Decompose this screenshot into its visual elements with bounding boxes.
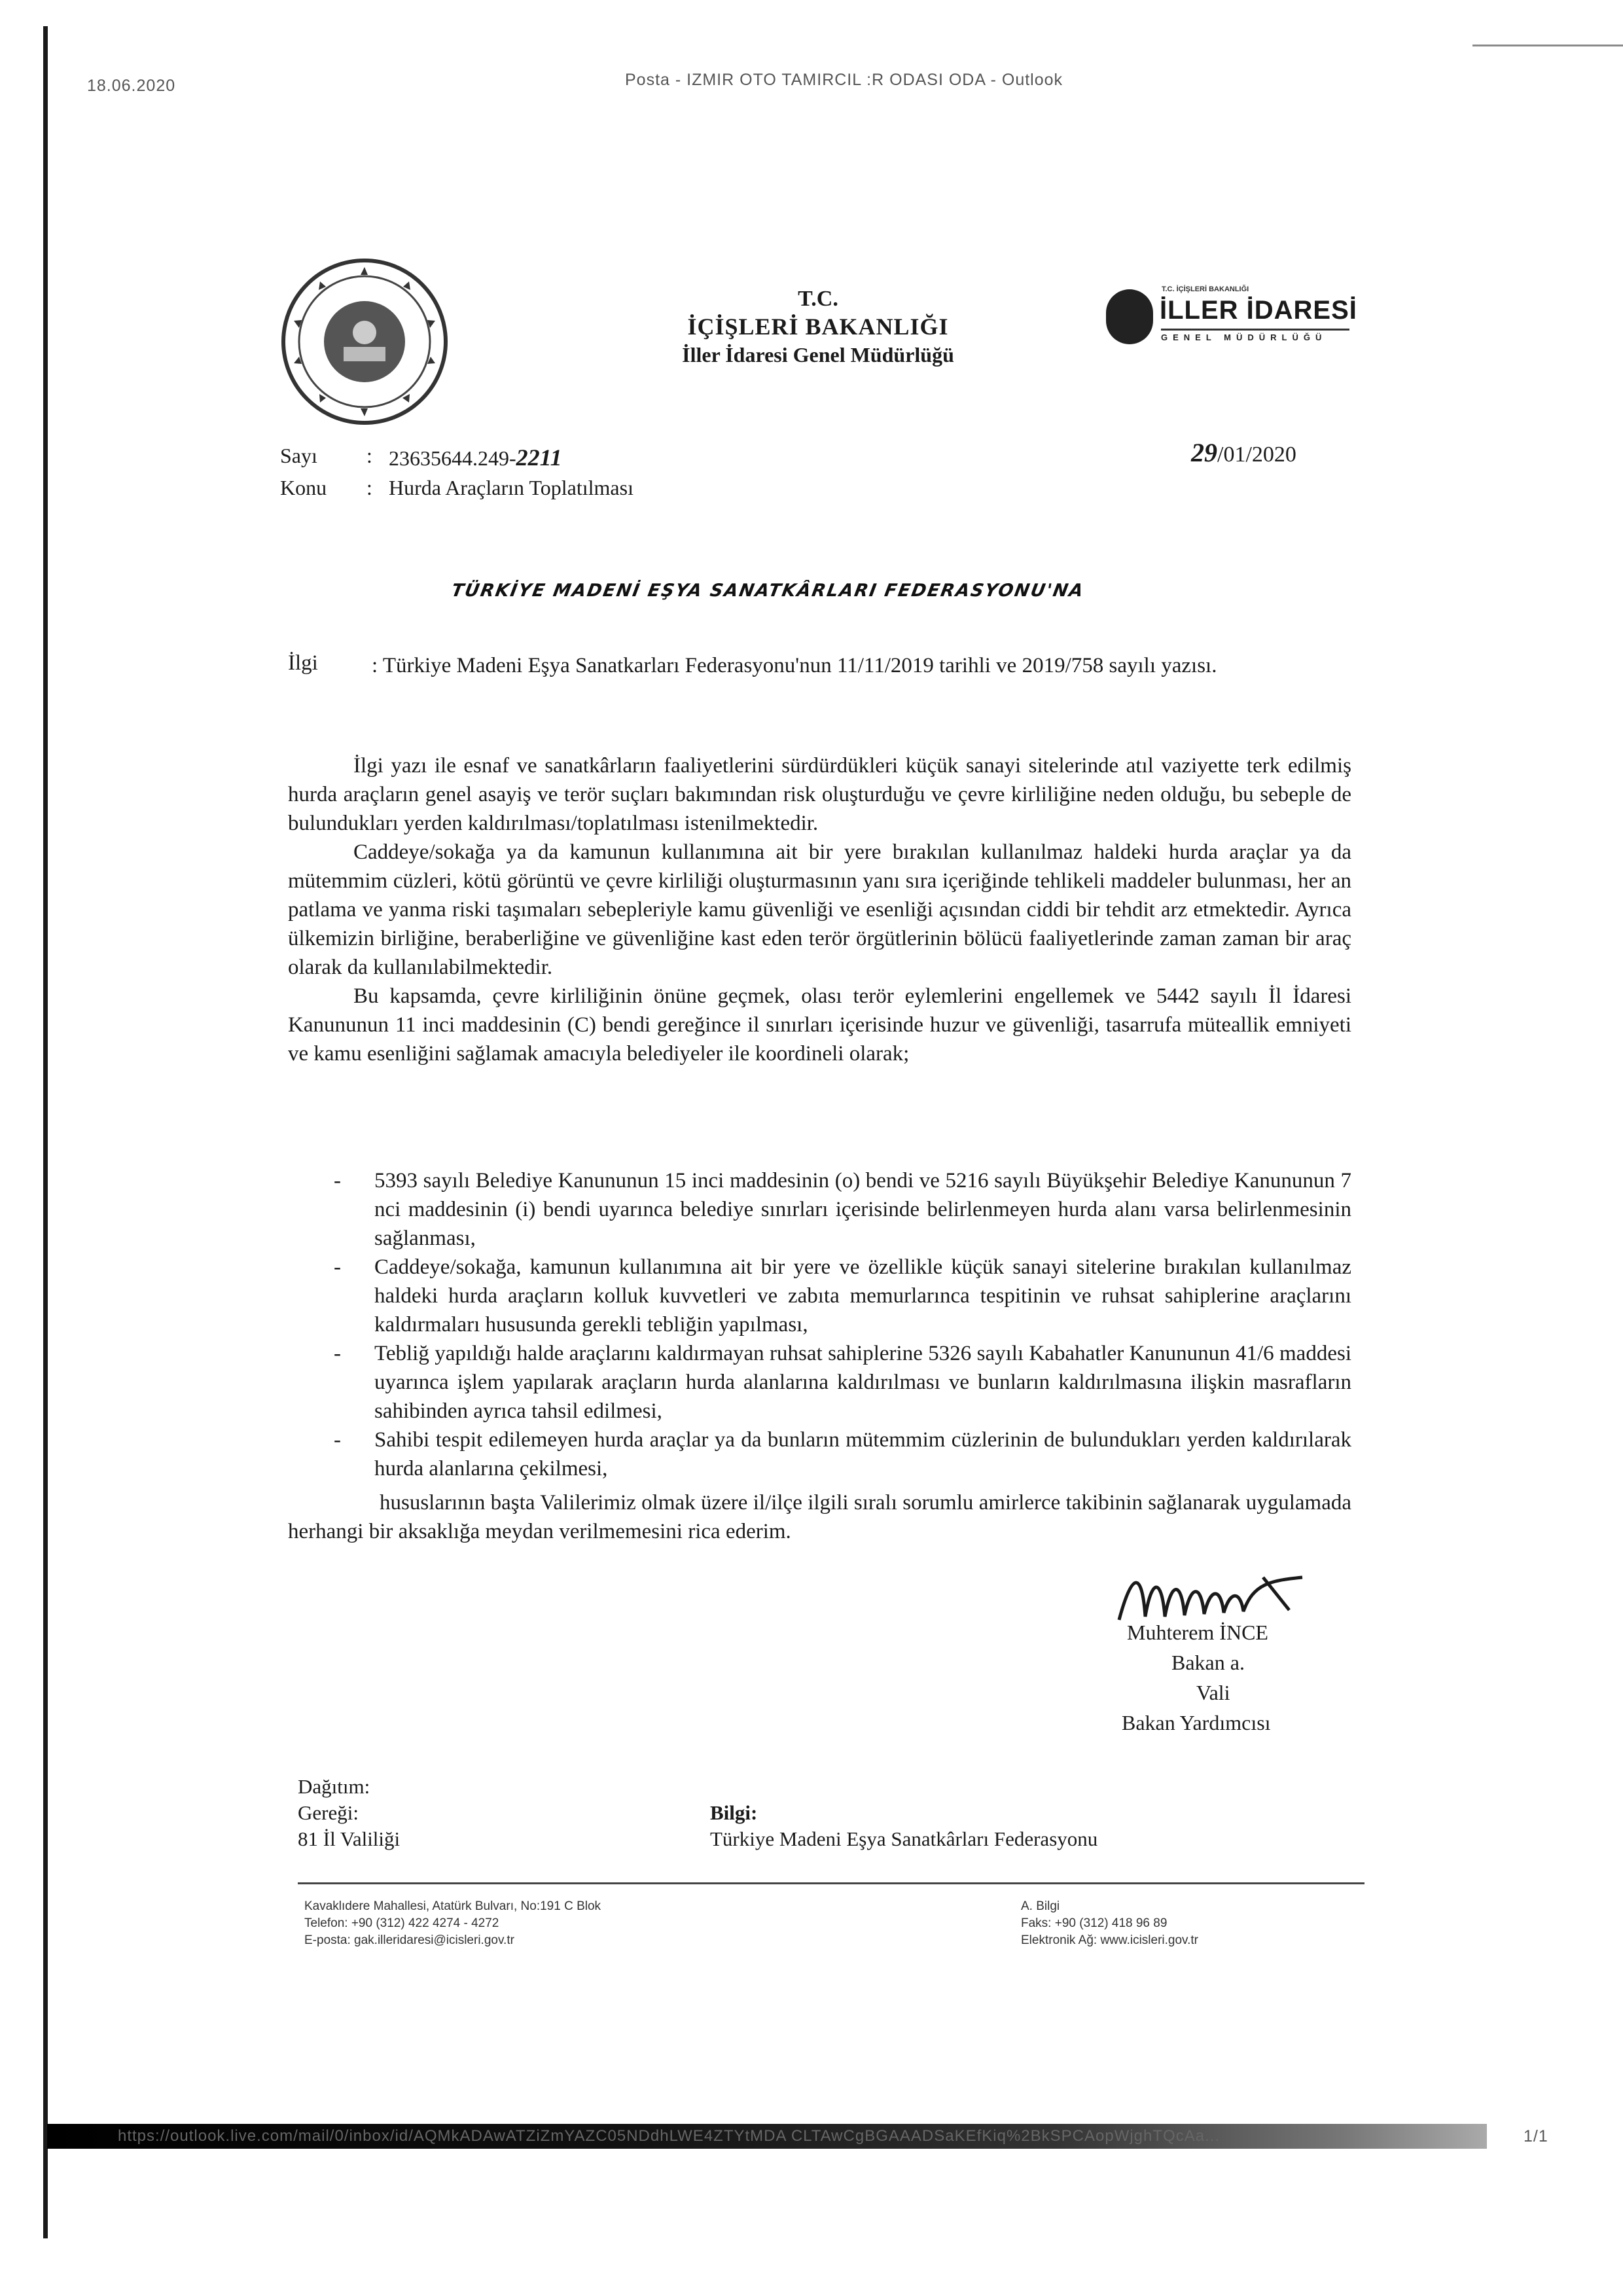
footer-fax: Faks: +90 (312) 418 96 89 — [1021, 1916, 1168, 1930]
footer-phone: Telefon: +90 (312) 422 4274 - 4272 — [304, 1916, 499, 1930]
print-date: 18.06.2020 — [87, 77, 176, 95]
list-item: - Caddeye/sokağa, kamunun kullanımına ait bir yere ve özellikle küçük sanayi sitelerine bırakılan kullanılmaz haldeki hurda araçların kolluk kuvvetleri ve zabıta memurlarınca tespitinin ve ruhsat sahiplerine araçlarını kaldırmaları hususunda gerekli tebliğin yapılması, — [374, 1253, 1351, 1339]
closing-text: hususlarının başta Valilerimiz olmak üzere il/ilçe ilgili sıralı sorumlu amirlerce takibinin sağlanarak uygulamada herhangi bir aksaklığa meydan verilmemesini rica ederim. — [288, 1491, 1351, 1543]
print-url: https://outlook.live.com/mail/0/inbox/id/AQMkADAwATZiZmYAZC05NDdhLWE4ZTYtMDA CLTAwCgBGAAADSaKEfKiq%2BkSPCAopWjghTQcAa... — [118, 2127, 1221, 2145]
measures-list — [374, 1166, 1351, 1483]
letter-date — [1191, 437, 1296, 468]
footer-address: Kavaklıdere Mahallesi, Atatürk Bulvarı, No:191 C Blok — [304, 1899, 601, 1913]
date-printed: /01/2020 — [1217, 442, 1296, 467]
logo-sub-text: GENEL MÜDÜRLÜĞÜ — [1161, 332, 1327, 342]
footer-email: E-posta: gak.illeridaresi@icisleri.gov.tr — [304, 1933, 514, 1947]
letter-body — [288, 751, 1351, 1068]
signer-line3: Vali — [1196, 1681, 1230, 1704]
closing-paragraph — [288, 1488, 1351, 1546]
paragraph-2: Caddeye/sokağa ya da kamunun kullanımına ait bir yere bırakılan kullanılmaz haldeki hurda araçlar ya da mütemmim cüzleri, kötü görüntü ve çevre kirliliği oluşturmasının yanı sıra içeriğinde tehlikeli maddeler bulunması, her an patlama ve yanma riski taşımaları sebepleriyle kamu güvenliği ve esenliği açısından ciddi bir tehdit arz etmektedir. Ayrıca ülkemizin birliğine, beraberliğine ve güvenliğine kast eden terör örgütlerinin bölücü faaliyetlerinde zaman zaman bir araç olarak da kullanılabilmektedir. — [288, 840, 1351, 979]
geregi-label: Gereği: — [298, 1801, 359, 1824]
print-page-number: 1/1 — [1524, 2127, 1548, 2145]
sayi-number: 23635644.249- — [389, 446, 516, 470]
sayi-handwritten: 2211 — [516, 444, 562, 471]
geregi-value: 81 İl Valiliği — [298, 1827, 401, 1850]
paragraph-3: Bu kapsamda, çevre kirliliğinin önüne geçmek, olası terör eylemlerini engellemek ve 5442 sayılı İl İdaresi Kanununun 11 inci maddesinin (C) bendi gereğince il sınırları içerisinde huzur ve güvenliği, tasarrufa müteallik emniyeti ve kamu esenliğini sağlamak amacıyla belediyeler ile koordineli olarak; — [288, 984, 1351, 1066]
konu-colon: : — [366, 476, 372, 499]
signer-line4: Bakan Yardımcısı — [1122, 1711, 1271, 1734]
letterhead-tc: T.C. — [798, 287, 838, 311]
logo-rule — [1161, 329, 1349, 331]
signer-name: Muhterem İNCE — [1127, 1621, 1268, 1644]
konu-label: Konu — [280, 476, 327, 499]
sayi-value — [389, 444, 562, 471]
footer-right — [1021, 1898, 1198, 1949]
bilgi-value: Türkiye Madeni Eşya Sanatkârları Federasyonu — [710, 1827, 1098, 1850]
footer-left — [304, 1898, 601, 1949]
date-handwritten: 29 — [1191, 438, 1217, 467]
handwritten-addressee: TÜRKİYE MADENİ EŞYA SANATKÂRLARI FEDERASYONU'NA — [450, 581, 1086, 601]
print-title: Posta - IZMIR OTO TAMIRCIL :R ODASI ODA - Outlook — [625, 71, 1063, 89]
footer-web: Elektronik Ağ: www.icisleri.gov.tr — [1021, 1933, 1199, 1947]
scan-left-edge — [43, 26, 48, 2238]
dagitim-label: Dağıtım: — [298, 1775, 370, 1798]
logo-small-text: T.C. İÇİŞLERİ BAKANLIĞI — [1162, 285, 1249, 293]
ilgi-text: : Türkiye Madeni Eşya Sanatkarları Federasyonu'nun 11/11/2019 tarihli ve 2019/758 sayılı yazısı. — [372, 654, 1217, 677]
sayi-colon: : — [366, 444, 372, 467]
letterhead-ministry: İÇİŞLERİ BAKANLIĞI — [687, 314, 949, 340]
scan-top-rule — [1472, 45, 1623, 46]
paragraph-1: İlgi yazı ile esnaf ve sanatkârların faaliyetlerini sürdürdükleri küçük sanayi sitelerinde atıl vaziyette terk edilmiş hurda araçların genel asayiş ve terör suçları bakımından risk oluşturduğu ve çevre kirliliğine neden olduğu, bu sebeple de bulundukları yerden kaldırılması/toplatılması istenilmektedir. — [288, 754, 1351, 835]
footer-rule — [298, 1882, 1364, 1884]
ilgi-label: İlgi — [288, 651, 318, 675]
footer-contact: A. Bilgi — [1021, 1899, 1060, 1913]
logo-main-text: İLLER İDARESİ — [1160, 296, 1357, 325]
bilgi-label: Bilgi: — [710, 1801, 758, 1824]
signer-line2: Bakan a. — [1171, 1651, 1245, 1674]
iller-idaresi-emblem — [1106, 289, 1153, 344]
konu-value: Hurda Araçların Toplatılması — [389, 476, 633, 499]
iller-idaresi-logo — [1106, 281, 1368, 360]
list-item: - 5393 sayılı Belediye Kanununun 15 inci maddesinin (o) bendi ve 5216 sayılı Büyükşehir Belediye Kanununun 7 nci maddesinin (i) bendi uyarınca belediye sınırları içerisinde belirlenmeyen hurda alanı varsa belirlenmesinin sağlanması, — [374, 1166, 1351, 1253]
letterhead-directorate: İller İdaresi Genel Müdürlüğü — [682, 343, 954, 367]
sayi-label: Sayı — [280, 444, 317, 467]
list-item: - Sahibi tespit edilemeyen hurda araçlar ya da bunların mütemmim cüzlerinin de bulundukları yerden kaldırılarak hurda alanlarına çekilmesi, — [374, 1426, 1351, 1483]
list-item: - Tebliğ yapıldığı halde araçlarını kaldırmayan ruhsat sahiplerine 5326 sayılı Kabahatler Kanununun 41/6 maddesi uyarınca işlem yapılarak araçların hurda alanlarına kaldırılması ve bunların kaldırılmasına ilişkin masrafların sahibinden ayrıca tahsil edilmesi, — [374, 1339, 1351, 1426]
ministry-seal-logo — [278, 255, 452, 429]
